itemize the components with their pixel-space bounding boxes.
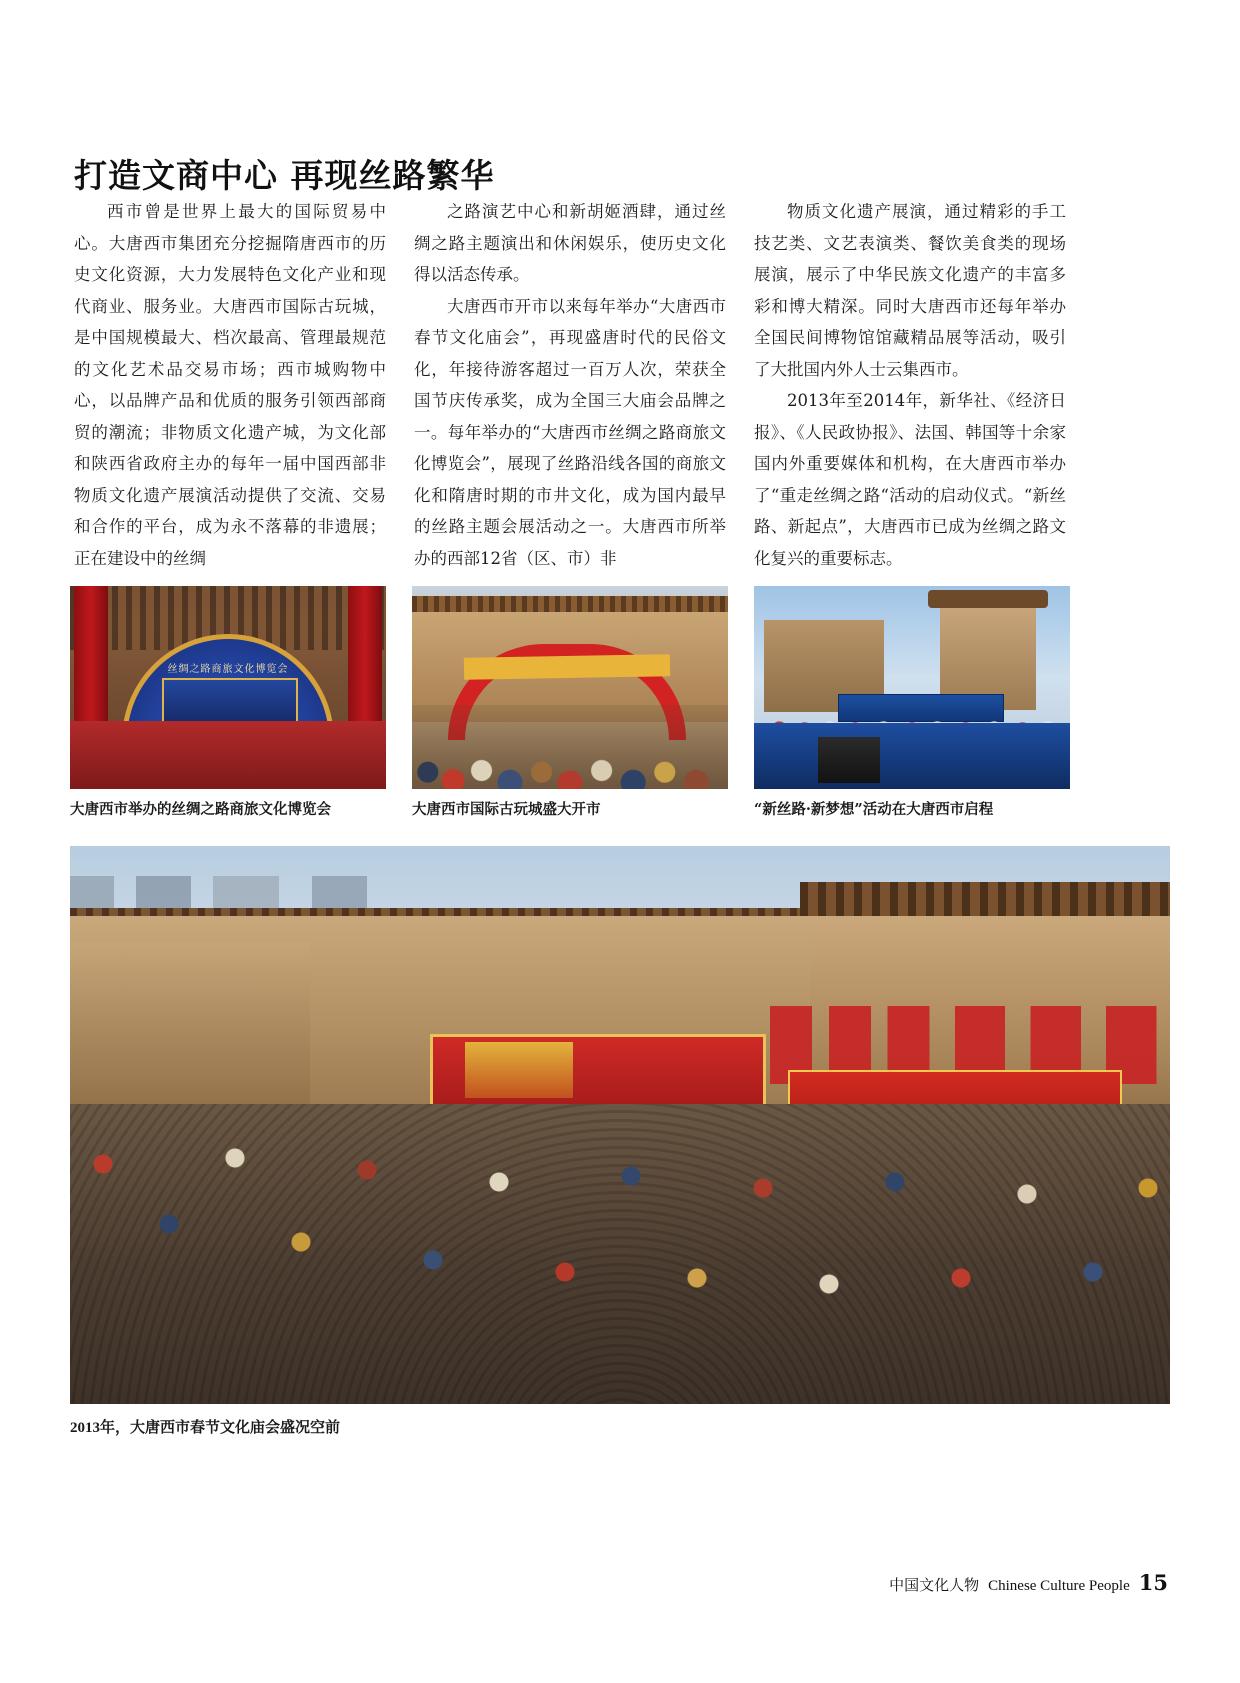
photo-caption: 大唐西市国际古玩城盛大开市 [412, 801, 601, 818]
photo-cell-2 [412, 586, 728, 819]
silk-road-dream-photo-podium [818, 737, 880, 783]
expo-photo [70, 586, 386, 789]
silk-road-dream-photo-stage [754, 723, 1070, 789]
paragraph: 2013年至2014年，新华社、《经济日报》、《人民政协报》、法国、韩国等十余家国内外重要媒体和机构，在大唐西市举办了“重走丝绸之路“活动的启动仪式。“新丝路、新起点”，大唐西市已成为丝绸之路文化复兴的重要标志。 [754, 391, 1066, 568]
silk-road-dream-photo [754, 586, 1070, 789]
photo-cell-1 [70, 586, 386, 819]
temple-fair-photo [70, 846, 1170, 1404]
photo-row [70, 586, 1070, 819]
temple-fair-stage-screen [465, 1042, 573, 1098]
page-title: 打造文商中心 再现丝路繁华 [74, 156, 495, 196]
column-3 [754, 196, 1066, 574]
column-2 [414, 196, 726, 574]
antique-city-photo-crowd [412, 705, 728, 789]
temple-fair-crowd [70, 1104, 1170, 1404]
expo-photo-arch-text: 丝绸之路商旅文化博览会 [167, 664, 289, 675]
paragraph: 大唐西市开市以来每年举办“大唐西市春节文化庙会”，再现盛唐时代的民俗文化，年接待游客超过一百万人次，荣获全国节庆传承奖，成为全国三大庙会品牌之一。每年举办的“大唐西市丝绸之路商旅文化博览会”，展现了丝路沿线各国的商旅文化和隋唐时期的市井文化，成为国内最早的丝路主题会展活动之一。大唐西市所举办的西部12省（区、市）非 [414, 296, 726, 568]
paragraph: 西市曾是世界上最大的国际贸易中心。大唐西市集团充分挖掘隋唐西市的历史文化资源，大力发展特色文化产业和现代商业、服务业。大唐西市国际古玩城，是中国规模最大、档次最高、管理最规范的文化艺术品交易市场；西市城购物中心，以品牌产品和优质的服务引领西部商贸的潮流；非物质文化遗产城，为文化部和陕西省政府主办的每年一届中国西部非物质文化遗产展演活动提供了交流、交易和合作的平台，成为永不落幕的非遗展；正在建设中的丝绸 [74, 202, 386, 568]
big-photo-block [70, 846, 1170, 1437]
page-number: 15 [1138, 1570, 1168, 1595]
paragraph: 之路演艺中心和新胡姬酒肆，通过丝绸之路主题演出和休闲娱乐，使历史文化得以活态传承。 [414, 202, 726, 284]
footer-publication-cn: 中国文化人物 [889, 1576, 980, 1594]
article-body [74, 196, 1166, 574]
photo-caption: “新丝路·新梦想”活动在大唐西市启程 [754, 801, 994, 818]
paragraph: 物质文化遗产展演，通过精彩的手工技艺类、文艺表演类、餐饮美食类的现场展演，展示了中华民族文化遗产的丰富多彩和博大精深。同时大唐西市还每年举办全国民间博物馆馆藏精品展等活动，吸引了大批国内外人士云集西市。 [754, 202, 1066, 379]
big-photo-caption: 2013年，大唐西市春节文化庙会盛况空前 [70, 1420, 341, 1436]
footer-publication-en: Chinese Culture People [988, 1578, 1130, 1594]
column-1 [74, 196, 386, 574]
page-footer [889, 1570, 1168, 1595]
antique-city-photo-banner [464, 654, 670, 680]
photo-cell-3 [754, 586, 1070, 819]
expo-photo-stage [70, 721, 386, 789]
photo-caption: 大唐西市举办的丝绸之路商旅文化博览会 [70, 801, 331, 818]
antique-city-photo [412, 586, 728, 789]
